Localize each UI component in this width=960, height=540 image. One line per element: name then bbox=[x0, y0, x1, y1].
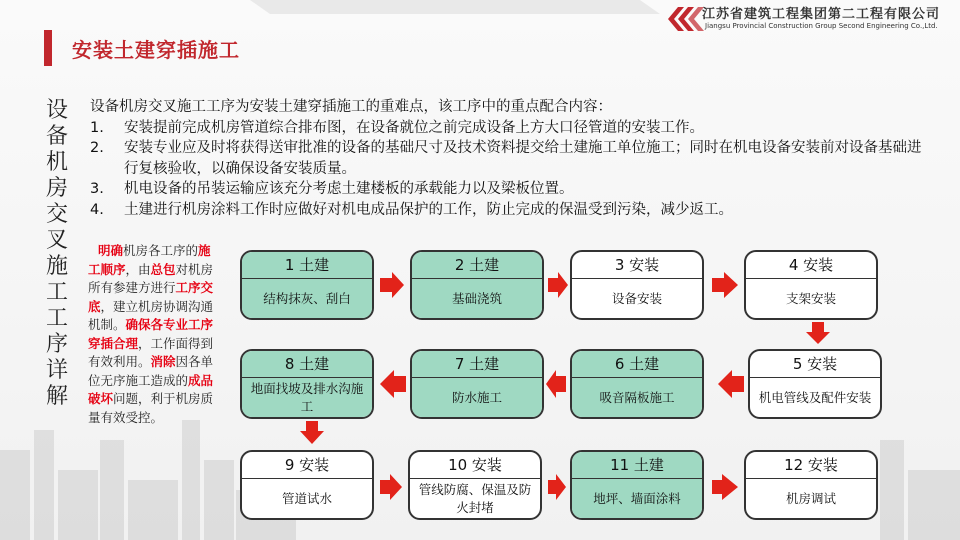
step-box-8 bbox=[240, 349, 374, 419]
list-text: 安装专业应及时将获得送审批准的设备的基础尺寸及技术资料提交给土建施工单位施工；同时在机电设备安装前对设备基础进行复核验收，以确保设备安装质量。 bbox=[124, 140, 922, 177]
list-item bbox=[90, 200, 930, 221]
step-head: 7 土建 bbox=[412, 351, 542, 378]
step-body: 机房调试 bbox=[785, 491, 836, 506]
step-body: 机电管线及配件安装 bbox=[758, 390, 872, 405]
page-title: 安装土建穿插施工 bbox=[72, 38, 240, 62]
step-body: 管线防腐、保温及防火封堵 bbox=[418, 482, 532, 515]
step-head: 3 安装 bbox=[572, 252, 702, 279]
arrow-left-icon bbox=[546, 370, 566, 398]
step-box-4 bbox=[744, 250, 878, 320]
step-head: 11 土建 bbox=[572, 452, 702, 479]
arrow-right-icon bbox=[548, 272, 568, 298]
list-item bbox=[90, 179, 930, 200]
arrow-left-icon bbox=[380, 370, 406, 398]
arrow-left-icon bbox=[718, 370, 744, 398]
step-head: 5 安装 bbox=[750, 351, 880, 378]
arrow-right-icon bbox=[712, 272, 738, 298]
step-body: 结构抹灰、刮白 bbox=[242, 279, 372, 319]
step-body: 地坪、墙面涂料 bbox=[572, 479, 702, 519]
list-number: 2. bbox=[90, 140, 104, 156]
step-head: 12 安装 bbox=[746, 452, 876, 479]
side-note-emphasis: 成品破坏 bbox=[88, 372, 214, 406]
list-number: 1. bbox=[90, 119, 104, 136]
side-note-emphasis: 总包 bbox=[150, 261, 176, 277]
step-head: 4 安装 bbox=[746, 252, 876, 279]
list-text: 土建进行机房涂料工作时应做好对机电成品保护的工作，防止完成的保温受到污染，减少返工。 bbox=[124, 201, 733, 218]
list-number: 3. bbox=[90, 181, 104, 197]
list-item bbox=[90, 118, 930, 139]
side-note-emphasis: 明确 bbox=[98, 243, 124, 258]
step-box-11 bbox=[570, 450, 704, 520]
step-body: 管道试水 bbox=[281, 491, 332, 506]
step-box-7 bbox=[410, 349, 544, 419]
side-note-text: ，建立机房协调沟通机制。 bbox=[88, 298, 214, 332]
side-note-text: 对机房所有参建方进行 bbox=[88, 261, 214, 295]
side-note-emphasis: 确保各专业工序穿插合理 bbox=[88, 317, 214, 351]
company-name-en: Jiangsu Provincial Construction Group Second Engineering Co.,Ltd. bbox=[705, 22, 938, 30]
step-body: 基础浇筑 bbox=[412, 279, 542, 319]
list-item bbox=[90, 138, 930, 179]
company-name-cn: 江苏省建筑工程集团第二工程有限公司 bbox=[702, 7, 941, 22]
side-note-text: ，工作面得到有效利用。 bbox=[88, 335, 214, 369]
arrow-right-icon bbox=[380, 272, 404, 298]
step-box-10 bbox=[408, 450, 542, 520]
step-box-6 bbox=[570, 349, 704, 419]
step-head: 1 土建 bbox=[242, 252, 372, 279]
side-note-text: 问题，利于机房质量有效受控。 bbox=[88, 391, 214, 425]
side-note-text: 机房各工序的 bbox=[123, 243, 199, 258]
side-note-emphasis: 施工顺序 bbox=[88, 243, 211, 277]
step-body: 支架安装 bbox=[785, 291, 836, 306]
step-box-9 bbox=[240, 450, 374, 520]
step-head: 9 安装 bbox=[242, 452, 372, 479]
arrow-down-icon bbox=[806, 322, 830, 344]
list-text: 机电设备的吊装运输应该充分考虑土建楼板的承载能力以及梁板位置。 bbox=[124, 181, 574, 197]
step-box-12 bbox=[744, 450, 878, 520]
step-box-5 bbox=[748, 349, 882, 419]
side-note-emphasis: 工序交底 bbox=[88, 280, 214, 314]
intro-text: 设备机房交叉施工工序为安装土建穿插施工的重难点，该工序中的重点配合内容： bbox=[90, 99, 612, 115]
step-box-2 bbox=[410, 250, 544, 320]
step-body: 设备安装 bbox=[611, 291, 662, 306]
step-body: 吸音隔板施工 bbox=[572, 378, 702, 418]
list-number: 4. bbox=[90, 201, 104, 218]
side-note-emphasis: 消除 bbox=[150, 354, 176, 369]
step-box-1 bbox=[240, 250, 374, 320]
vertical-section-title: 设备机房交叉施工工序详解 bbox=[45, 98, 68, 409]
company-logo-icon bbox=[666, 5, 706, 33]
main-description bbox=[90, 97, 930, 220]
step-head: 2 土建 bbox=[412, 252, 542, 279]
step-head: 10 安装 bbox=[410, 452, 540, 479]
step-box-3 bbox=[570, 250, 704, 320]
side-note-text: ，由 bbox=[125, 261, 151, 277]
title-accent-bar bbox=[44, 30, 52, 66]
step-body: 地面找坡及排水沟施工 bbox=[242, 378, 372, 418]
list-text: 安装提前完成机房管道综合排布图，在设备就位之前完成设备上方大口径管道的安装工作。 bbox=[124, 119, 704, 136]
step-head: 8 土建 bbox=[242, 351, 372, 378]
side-note bbox=[88, 242, 216, 427]
side-note-text: 因各单位无序施工造成的 bbox=[88, 354, 214, 388]
step-body: 防水施工 bbox=[412, 378, 542, 418]
step-head: 6 土建 bbox=[572, 351, 702, 378]
